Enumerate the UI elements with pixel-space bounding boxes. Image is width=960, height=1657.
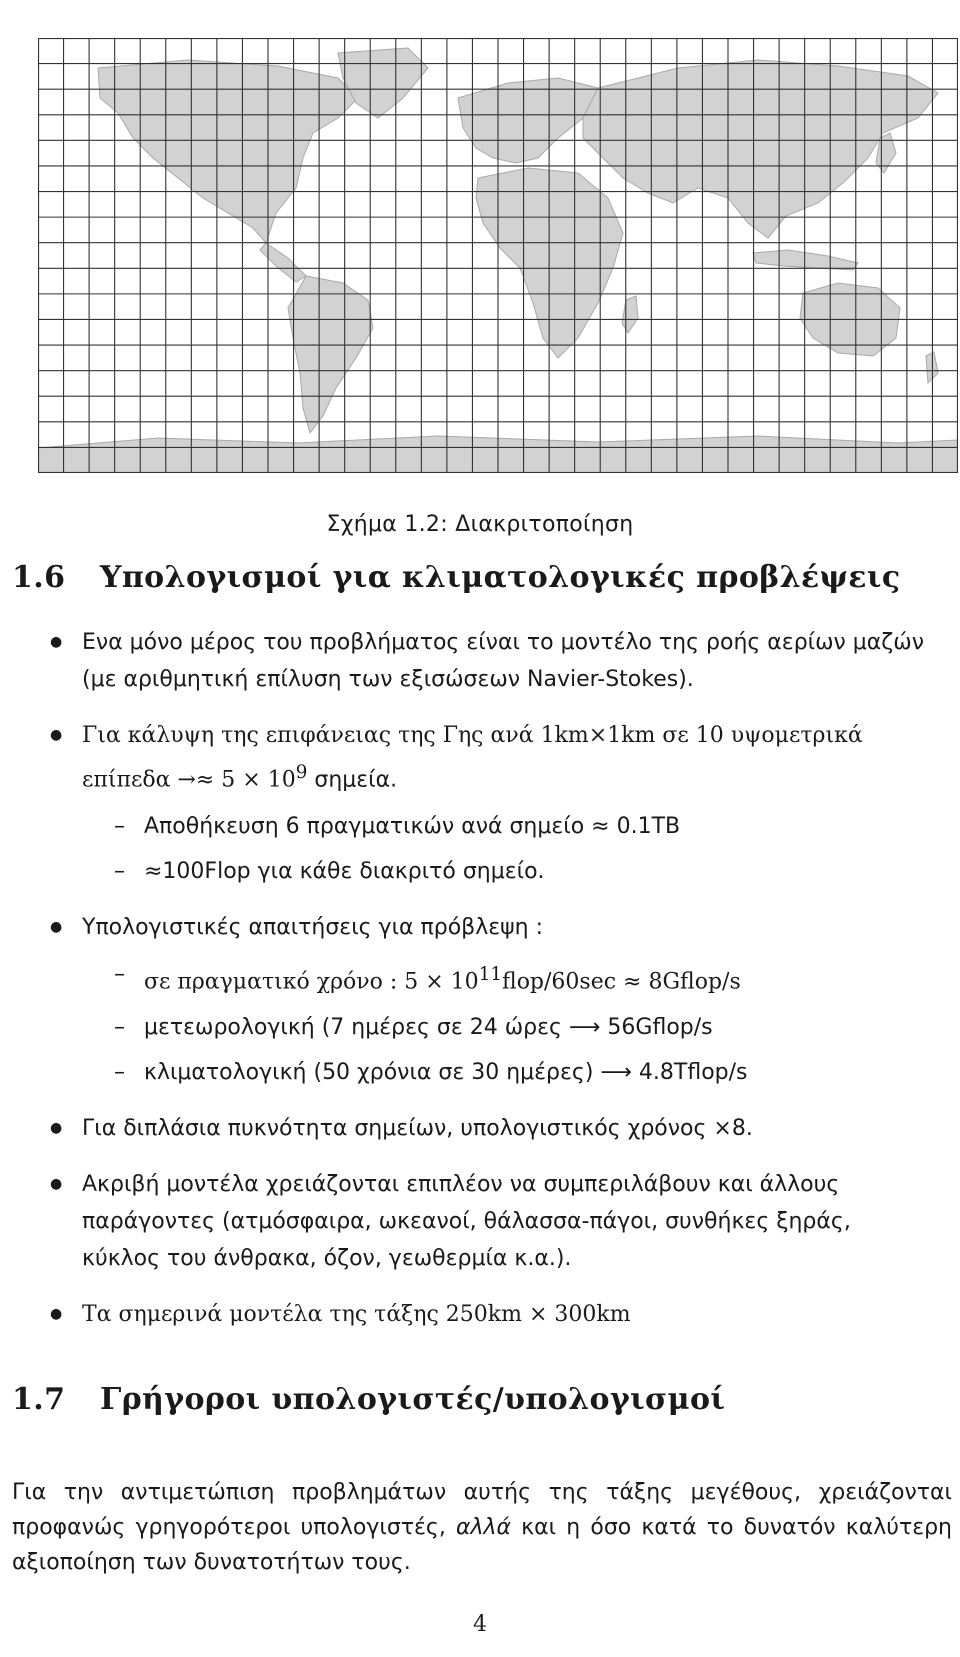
section-title-text: Γρήγοροι υπολογιστές/υπολογισμοί [100,1382,726,1417]
section-heading-1-6 [12,560,901,595]
list-item [50,717,930,890]
sub-list-item-text: flop/60sec ≈ 8Gflop/s [502,969,741,995]
body-paragraph [12,1475,952,1580]
list-item [50,1110,930,1147]
figure-caption: Σχήμα 1.2: Διακριτοποίηση [326,512,634,537]
sub-list [82,808,930,890]
world-map-grid-image [38,38,958,473]
sub-list-item: – μετεωρολογική (7 ημέρες σε 24 ώρες ⟶ 56Gflop/s [82,1009,930,1046]
south-america-shape [288,276,373,433]
sub-list-item: – κλιματολογική (50 χρόνια σε 30 ημέρες) ⟶ 4.8Tflop/s [82,1054,930,1091]
exponent: 9 [295,762,308,783]
exponent: 11 [478,964,503,986]
list-item-text: Τα σημερινά μοντέλα της τάξης 250km × 300km [82,1301,631,1327]
page-number: 4 [473,1612,487,1637]
section-heading-1-7 [12,1382,725,1417]
paragraph-text: Για την αντιμετώπιση προβλημάτων αυτής της τάξης μεγέθους, χρειάζονται προφανώς γρηγορότεροι υπολογιστές, [12,1480,952,1540]
list-item-text: Ενα μόνο μέρος του προβλήματος είναι το μοντέλο της ροής αερίων μαζών (με αριθμητική επίλυση των εξισώσεων Navier-Stokes). [82,630,924,692]
europe-shape [458,78,598,163]
list-item-text: Υπολογιστικές απαιτήσεις για πρόβλεψη : [82,915,543,941]
emphasis-text: αλλά [455,1515,512,1540]
section-title-text: Υπολογισμοί για κλιματολογικές προβλέψεις [100,560,901,595]
bullet-list [50,624,930,1352]
sub-list-item: – ≈100Flop για κάθε διακριτό σημείο. [82,853,930,890]
sub-list [82,956,930,1090]
list-item [50,909,930,1090]
world-map-figure [38,38,958,473]
list-item-text: Για διπλάσια πυκνότητα σημείων, υπολογιστικός χρόνος ×8. [82,1115,753,1141]
list-item-text: σημεία. [307,767,398,793]
section-number: 1.6 [12,560,66,595]
sub-list-item: – Αποθήκευση 6 πραγματικών ανά σημείο ≈ 0.1TB [82,808,930,845]
list-item-text: Για κάλυψη της επιφάνειας της Γης ανά 1km×1km σε 10 υψομετρικά επίπεδα →≈ 5 × 10 [82,723,863,793]
section-number: 1.7 [12,1382,66,1417]
greenland-shape [338,48,428,118]
list-item-text: Ακριβή μοντέλα χρειάζονται επιπλέον να συμπεριλάβουν και άλλους παράγοντες (ατμόσφαιρα, ωκεανοί, θάλασσα-πάγοι, συνθήκες ξηράς, κύκλος του άνθρακα, όζον, γεωθερμία κ.α.). [82,1171,851,1271]
list-item [50,1296,930,1333]
central-america-shape [260,243,306,282]
madagascar-shape [622,296,638,333]
list-item [50,624,930,698]
paragraph-text: και η όσο κατά το δυνατόν καλύτερη αξιοποίηση των δυνατοτήτων τους. [12,1515,952,1575]
list-item [50,1166,930,1277]
sub-list-item-text: σε πραγματικό χρόνο : 5 × 10 [144,969,479,995]
sub-list-item [82,956,930,1000]
indonesia-shape [753,250,858,270]
